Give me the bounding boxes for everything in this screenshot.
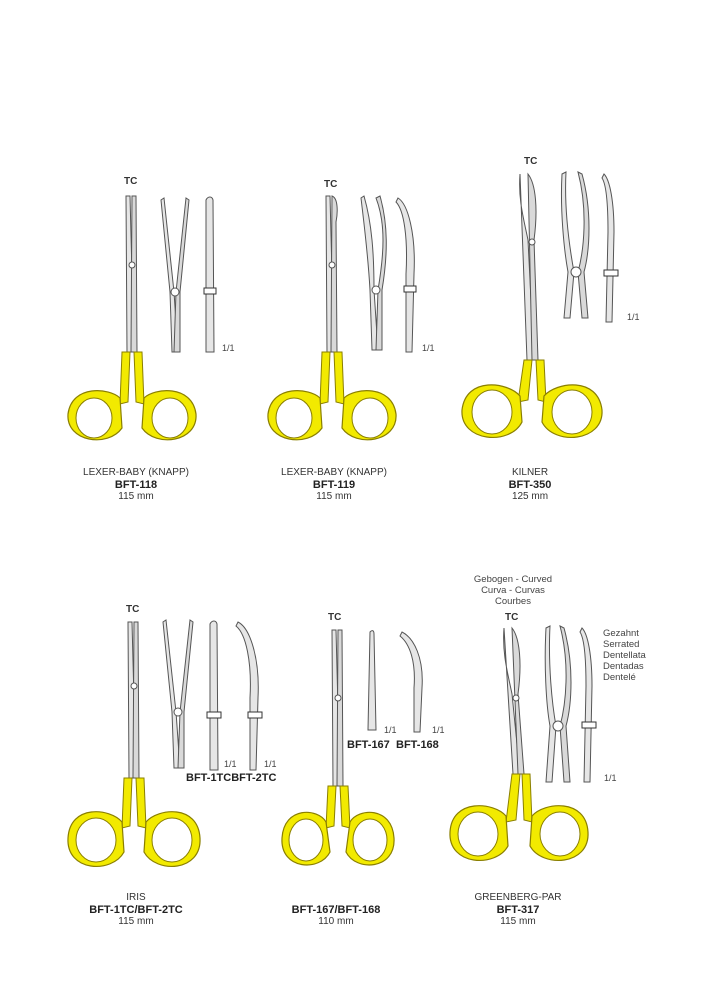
curved-note	[458, 574, 568, 607]
product-name: GREENBERG-PAR	[474, 892, 562, 903]
blade-detail-illustration	[544, 624, 574, 784]
product-name: IRIS	[126, 892, 146, 903]
serrated-note	[603, 628, 646, 683]
product-name: LEXER-BABY (KNAPP)	[83, 467, 189, 478]
blade-detail-illustration	[560, 170, 592, 320]
blade-detail-illustration	[360, 194, 390, 350]
scale-label: 1/1	[384, 725, 397, 735]
product-size: 115 mm	[118, 491, 154, 502]
scale-label: 1/1	[422, 343, 435, 353]
tc-label: TC	[126, 604, 140, 615]
serrated-note-line: Dentadas	[603, 661, 644, 672]
tc-label: TC	[328, 612, 342, 623]
curved-side-profile-illustration	[400, 628, 430, 732]
tc-label: TC	[324, 179, 338, 190]
blade-detail-illustration	[160, 196, 190, 352]
product-size: 115 mm	[118, 916, 154, 927]
serrated-note-line: Dentellata	[603, 650, 646, 661]
curved-note-line: Curva - Curvas	[481, 585, 545, 596]
tc-label: TC	[524, 156, 538, 167]
product-code: BFT-167/BFT-168	[291, 904, 381, 916]
side-profile-illustration	[362, 630, 382, 730]
product-size: 115 mm	[500, 916, 536, 927]
product-size: 125 mm	[511, 491, 549, 502]
product-name: LEXER-BABY (KNAPP)	[281, 467, 387, 478]
product-caption	[244, 467, 424, 503]
scissors-curved-illustration	[260, 192, 370, 462]
side-profile-illustration	[394, 194, 424, 352]
curved-note-line: Courbes	[495, 596, 531, 607]
side-profile-illustration	[204, 620, 224, 770]
product-code: BFT-119	[312, 479, 356, 491]
product-caption	[428, 892, 608, 928]
side-profile-illustration	[600, 172, 626, 322]
tc-label: TC	[505, 612, 519, 623]
serrated-note-line: Serrated	[603, 639, 640, 650]
serrated-note-line: Gezahnt	[603, 628, 639, 639]
detail-code-label: BFT-167	[347, 739, 390, 751]
scale-label: 1/1	[264, 759, 277, 769]
product-code: BFT-1TC/BFT-2TC	[89, 904, 183, 916]
scale-label: 1/1	[224, 759, 237, 769]
product-code: BFT-350	[508, 479, 552, 491]
scale-label: 1/1	[604, 773, 617, 783]
curved-side-profile-illustration	[236, 618, 266, 770]
serrated-note-line: Dentelé	[603, 672, 636, 683]
scale-label: 1/1	[627, 312, 640, 322]
detail-code-label: BFT-168	[396, 739, 439, 751]
side-profile-illustration	[578, 626, 602, 782]
product-caption	[440, 467, 620, 503]
curved-note-line: Gebogen - Curved	[473, 574, 553, 585]
product-code: BFT-317	[496, 904, 540, 916]
product-caption	[46, 892, 226, 928]
tc-label: TC	[124, 176, 138, 187]
product-code: BFT-118	[114, 479, 158, 491]
scissors-straight-illustration	[60, 192, 170, 462]
detail-code-label: BFT-1TCBFT-2TC	[186, 772, 277, 784]
scissors-curved-illustration	[448, 624, 598, 902]
product-size: 110 mm	[318, 916, 354, 927]
product-name: KILNER	[511, 467, 549, 478]
product-caption	[246, 904, 426, 928]
product-caption	[46, 467, 226, 503]
scale-label: 1/1	[432, 725, 445, 735]
scale-label: 1/1	[222, 343, 235, 353]
side-profile-illustration	[200, 196, 220, 352]
product-size: 115 mm	[316, 491, 352, 502]
blade-detail-illustration	[162, 618, 194, 768]
